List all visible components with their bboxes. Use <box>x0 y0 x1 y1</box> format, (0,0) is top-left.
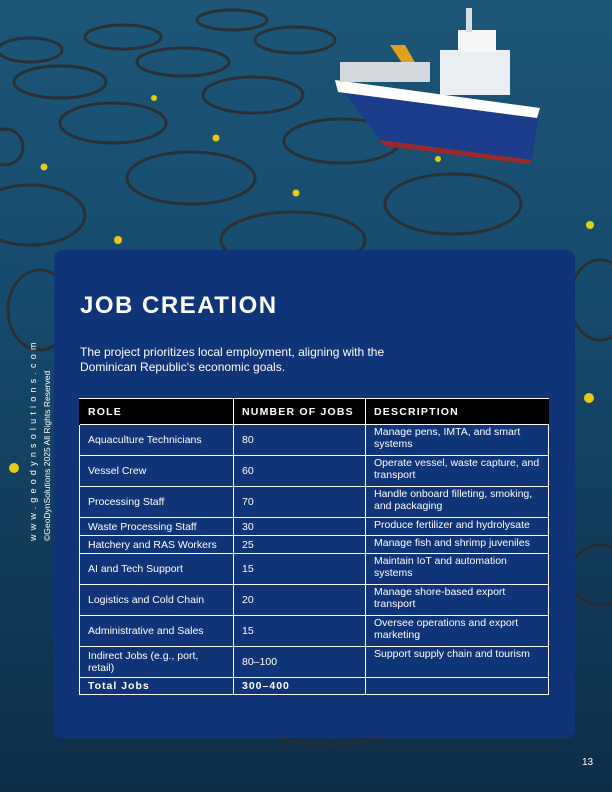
table-row <box>80 585 549 616</box>
table-row <box>80 616 549 647</box>
role-cell: Waste Processing Staff <box>80 518 234 536</box>
role-cell: Indirect Jobs (e.g., port, retail) <box>80 647 234 678</box>
jobs-cell: 20 <box>234 585 366 616</box>
jobs-cell: 80–100 <box>234 647 366 678</box>
jobs-cell: 60 <box>234 456 366 487</box>
jobs-cell: 15 <box>234 616 366 647</box>
page-number: 13 <box>582 757 594 768</box>
table-row <box>80 518 549 536</box>
role-cell: Hatchery and RAS Workers <box>80 536 234 554</box>
jobs-cell: 30 <box>234 518 366 536</box>
job-creation-card <box>54 250 575 738</box>
column-header-description: DESCRIPTION <box>366 399 549 425</box>
jobs-cell: 80 <box>234 425 366 456</box>
role-cell: Processing Staff <box>80 487 234 518</box>
description-cell: Maintain IoT and automation systems <box>366 554 549 585</box>
role-cell: Logistics and Cold Chain <box>80 585 234 616</box>
description-cell: Oversee operations and export marketing <box>366 616 549 647</box>
description-cell: Support supply chain and tourism <box>366 647 549 678</box>
table-total-row <box>80 678 549 695</box>
column-header-role: ROLE <box>80 399 234 425</box>
role-cell: AI and Tech Support <box>80 554 234 585</box>
total-description-cell <box>366 678 549 695</box>
copyright-notice: ©GeoDynSolutions 2025 All Rights Reserved <box>42 371 52 542</box>
intro-paragraph: The project prioritizes local employment, aligning with the Dominican Republic's economic goals. <box>80 345 385 374</box>
jobs-cell: 25 <box>234 536 366 554</box>
section-title: JOB CREATION <box>80 292 278 319</box>
role-cell: Vessel Crew <box>80 456 234 487</box>
jobs-table <box>79 398 549 695</box>
table-row <box>80 554 549 585</box>
description-cell: Manage pens, IMTA, and smart systems <box>366 425 549 456</box>
role-cell: Administrative and Sales <box>80 616 234 647</box>
role-cell: Aquaculture Technicians <box>80 425 234 456</box>
description-cell: Manage shore-based export transport <box>366 585 549 616</box>
jobs-cell: 70 <box>234 487 366 518</box>
total-jobs-cell: 300–400 <box>234 678 366 695</box>
table-row <box>80 536 549 554</box>
description-cell: Manage fish and shrimp juveniles <box>366 536 549 554</box>
description-cell: Operate vessel, waste capture, and transport <box>366 456 549 487</box>
table-row <box>80 456 549 487</box>
description-cell: Handle onboard filleting, smoking, and packaging <box>366 487 549 518</box>
column-header-number-of-jobs: NUMBER OF JOBS <box>234 399 366 425</box>
website-url: www.geodynsolutions.com <box>28 338 38 542</box>
table-row <box>80 647 549 678</box>
table-row <box>80 487 549 518</box>
table-row <box>80 425 549 456</box>
total-label-cell: Total Jobs <box>80 678 234 695</box>
table-header-row <box>80 399 549 425</box>
description-cell: Produce fertilizer and hydrolysate <box>366 518 549 536</box>
jobs-cell: 15 <box>234 554 366 585</box>
